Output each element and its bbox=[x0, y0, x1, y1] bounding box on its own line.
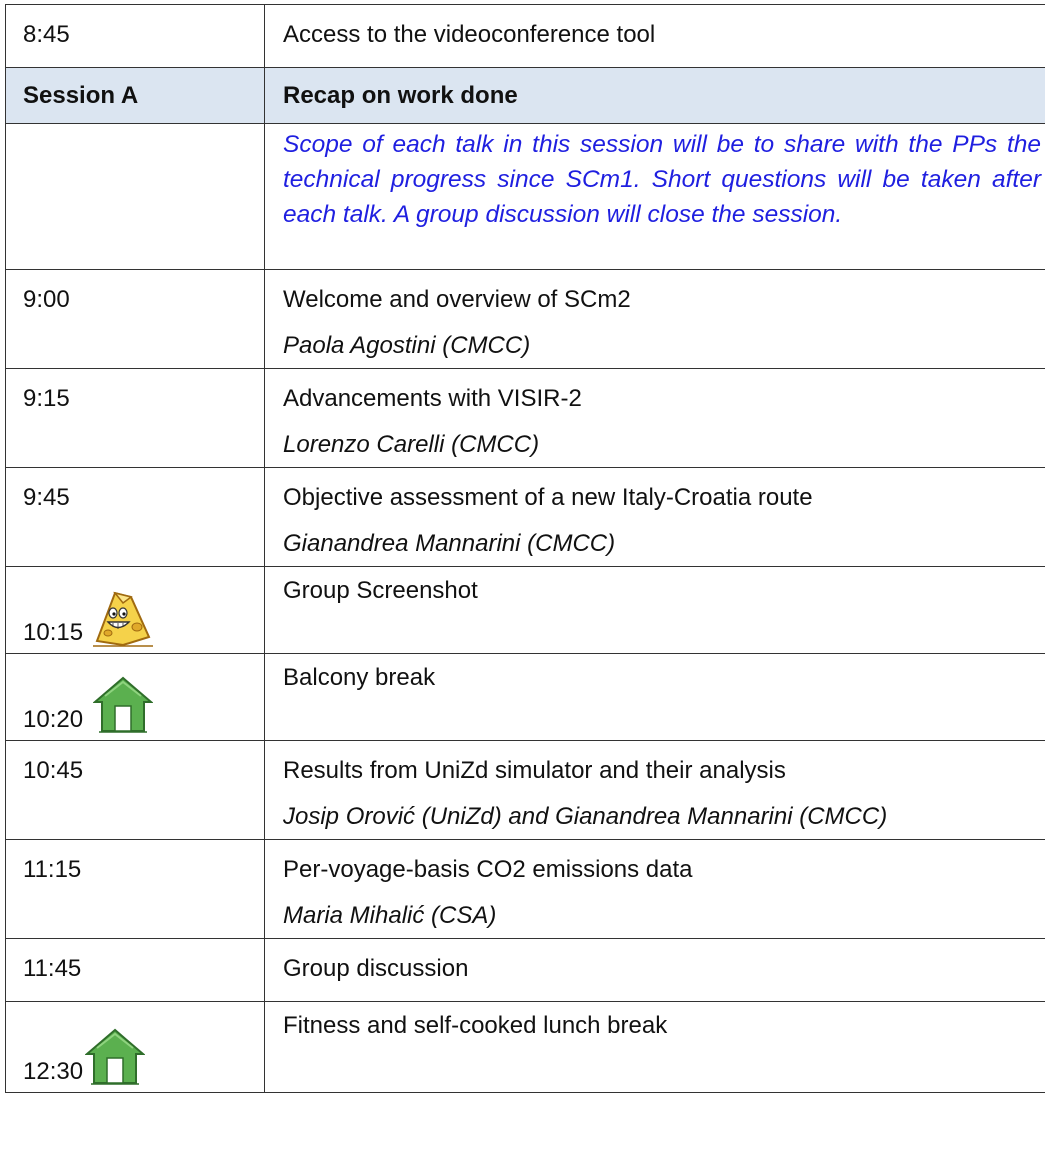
time-cell bbox=[6, 1002, 265, 1093]
time-label: 9:15 bbox=[23, 385, 70, 412]
table-row bbox=[6, 5, 1045, 68]
time-cell bbox=[6, 124, 265, 270]
time-label: 8:45 bbox=[23, 21, 70, 48]
time-cell bbox=[6, 939, 265, 1002]
description-cell bbox=[265, 68, 1045, 124]
description-cell bbox=[265, 124, 1045, 270]
item-title: Balcony break bbox=[283, 664, 436, 691]
time-cell bbox=[6, 468, 265, 567]
time-cell bbox=[6, 270, 265, 369]
time-cell bbox=[6, 68, 265, 124]
item-title: Advancements with VISIR-2 bbox=[283, 385, 582, 412]
time-cell bbox=[6, 840, 265, 939]
time-label: 11:45 bbox=[23, 955, 82, 982]
description-cell bbox=[265, 1002, 1045, 1093]
item-title: Fitness and self-cooked lunch break bbox=[283, 1012, 668, 1039]
description-cell bbox=[265, 567, 1045, 654]
agenda-table bbox=[5, 4, 1045, 1093]
item-title: Results from UniZd simulator and their analysis bbox=[283, 757, 786, 784]
table-row bbox=[6, 270, 1045, 369]
description-cell bbox=[265, 369, 1045, 468]
time-label: 12:30 bbox=[23, 1058, 84, 1085]
table-row bbox=[6, 840, 1045, 939]
table-row bbox=[6, 369, 1045, 468]
description-cell bbox=[265, 840, 1045, 939]
table-row bbox=[6, 1002, 1045, 1093]
table-row bbox=[6, 567, 1045, 654]
house-icon bbox=[93, 676, 153, 734]
description-cell bbox=[265, 5, 1045, 68]
item-title: Access to the videoconference tool bbox=[283, 21, 656, 48]
table-row bbox=[6, 654, 1045, 741]
time-label: 9:00 bbox=[23, 286, 70, 313]
time-label: 11:15 bbox=[23, 856, 82, 883]
time-cell bbox=[6, 654, 265, 741]
table-row bbox=[6, 939, 1045, 1002]
session-note-row bbox=[6, 124, 1045, 270]
time-cell bbox=[6, 369, 265, 468]
session-title: Recap on work done bbox=[283, 82, 518, 109]
speaker-name: Paola Agostini (CMCC) bbox=[283, 332, 531, 359]
session-note: Scope of each talk in this session will be to share with the PPs the technical progress since SCm1. Short questions will be taken after each talk. A group discussion will close the session. bbox=[283, 131, 1041, 228]
description-cell bbox=[265, 741, 1045, 840]
house-icon bbox=[85, 1028, 145, 1086]
time-label: 9:45 bbox=[23, 484, 70, 511]
time-cell bbox=[6, 5, 265, 68]
item-title: Group Screenshot bbox=[283, 577, 478, 604]
session-label: Session A bbox=[23, 82, 139, 109]
cheese-icon bbox=[93, 589, 153, 647]
description-cell bbox=[265, 468, 1045, 567]
item-title: Welcome and overview of SCm2 bbox=[283, 286, 631, 313]
time-label: 10:20 bbox=[23, 706, 84, 733]
speaker-name: Maria Mihalić (CSA) bbox=[283, 902, 497, 929]
time-cell bbox=[6, 567, 265, 654]
session-header-row bbox=[6, 68, 1045, 124]
description-cell bbox=[265, 939, 1045, 1002]
table-row bbox=[6, 468, 1045, 567]
item-title: Group discussion bbox=[283, 955, 469, 982]
table-row bbox=[6, 741, 1045, 840]
time-label: 10:15 bbox=[23, 619, 84, 646]
speaker-name: Josip Orović (UniZd) and Gianandrea Mannarini (CMCC) bbox=[283, 803, 888, 830]
speaker-name: Gianandrea Mannarini (CMCC) bbox=[283, 530, 616, 557]
item-title: Per-voyage-basis CO2 emissions data bbox=[283, 856, 693, 883]
description-cell bbox=[265, 654, 1045, 741]
time-label: 10:45 bbox=[23, 757, 84, 784]
speaker-name: Lorenzo Carelli (CMCC) bbox=[283, 431, 540, 458]
item-title: Objective assessment of a new Italy-Croatia route bbox=[283, 484, 813, 511]
time-cell bbox=[6, 741, 265, 840]
description-cell bbox=[265, 270, 1045, 369]
